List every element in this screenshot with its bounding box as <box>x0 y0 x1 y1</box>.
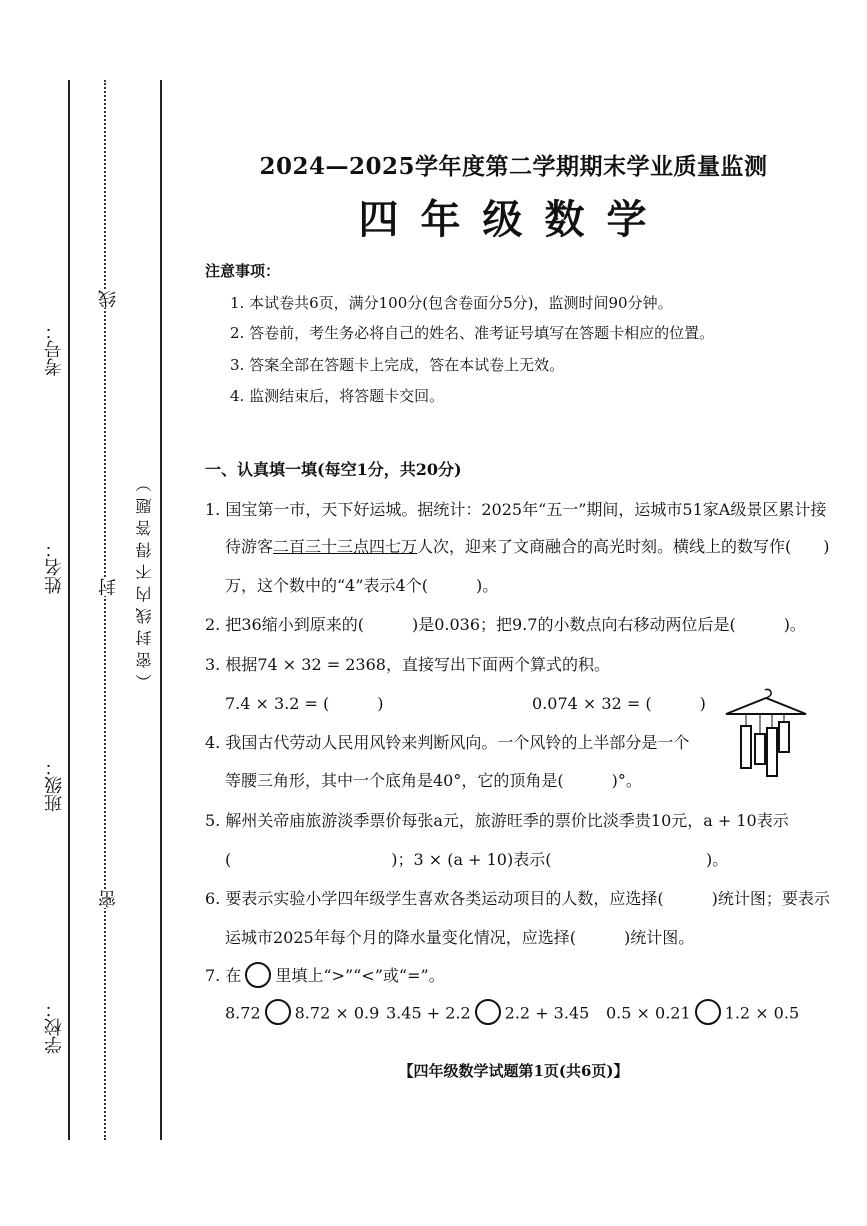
page-footer: 【四年级数学试题第1页(共6页)】 <box>398 1062 629 1080</box>
question-5-line1: 5. 解州关帝庙旅游淡季票价每张a元，旅游旺季的票价比淡季贵10元，a + 10表示 <box>205 811 789 830</box>
question-4-line2: 等腰三角形，其中一个底角是40°，它的顶角是( )°。 <box>225 771 642 790</box>
question-3-a: 7.4 × 3.2 = ( ) <box>225 694 384 713</box>
q7-c3-right: 1.2 × 0.5 <box>724 1003 800 1023</box>
seal-mark-xian: 线 <box>96 290 122 308</box>
question-5-line2-a: ( )；3 × (a + 10)表示( <box>225 850 552 869</box>
question-1-line3: 万，这个数中的“4”表示4个( )。 <box>225 576 499 595</box>
question-6-line1: 6. 要表示实验小学四年级学生喜欢各类运动项目的人数，应选择( )统计图；要表示 <box>205 889 830 908</box>
question-5-line2-b: )。 <box>706 850 729 869</box>
compare-circle-icon <box>695 999 721 1025</box>
notice-item: 4. 监测结束后，将答题卡交回。 <box>230 387 445 405</box>
compare-circle-icon <box>475 999 501 1025</box>
question-7-compare-3 <box>606 1001 799 1027</box>
section-heading: 一、认真填一填(每空1分，共20分) <box>205 460 462 479</box>
no-answer-note: （密封线内不得答题） <box>135 470 154 690</box>
question-3-b: 0.074 × 32 = ( ) <box>532 694 706 713</box>
q1-underlined-number: 二百三十三点四七万 <box>273 537 418 556</box>
seal-mark-mi: 密 <box>96 890 122 908</box>
exam-title: 2024—2025学年度第二学期期末学业质量监测 <box>259 153 768 180</box>
binding-line-left <box>68 80 70 1140</box>
q7-c2-right: 2.2 + 3.45 <box>504 1003 590 1023</box>
question-3-line1: 3. 根据74 × 32 = 2368，直接写出下面两个算式的积。 <box>205 655 610 674</box>
compare-circle-icon <box>265 999 291 1025</box>
class-label: 班级： <box>44 758 65 812</box>
notice-item: 3. 答案全部在答题卡上完成，答在本试卷上无效。 <box>230 356 565 374</box>
name-label: 姓名： <box>44 540 65 594</box>
question-7-compare-1 <box>225 1001 379 1027</box>
binding-line-dotted <box>104 80 106 1140</box>
school-label: 学校： <box>44 1000 65 1054</box>
seal-mark-feng: 封 <box>96 578 122 596</box>
q7-pre: 7. 在 <box>205 966 242 985</box>
question-2: 2. 把36缩小到原来的( )是0.036；把9.7的小数点向右移动两位后是( )。 <box>205 615 806 634</box>
question-7-compare-2 <box>386 1001 589 1027</box>
exam-id-label: 考号： <box>44 322 65 376</box>
subject-title: 四年级数学 <box>358 196 669 243</box>
question-7-line1 <box>205 963 445 990</box>
question-4-line1: 4. 我国古代劳动人民用风铃来判断风向。一个风铃的上半部分是一个 <box>205 733 690 752</box>
q7-c2-left: 3.45 + 2.2 <box>386 1003 471 1023</box>
q1-post: 人次，迎来了文商融合的高光时刻。横线上的数写作( ) <box>417 537 830 556</box>
q7-c1-right: 8.72 × 0.9 <box>294 1003 380 1023</box>
answer-circle-icon <box>245 962 271 988</box>
notice-item: 2. 答卷前，考生务必将自己的姓名、准考证号填写在答题卡相应的位置。 <box>230 324 715 342</box>
notice-heading: 注意事项： <box>205 262 281 280</box>
q7-c3-left: 0.5 × 0.21 <box>606 1003 691 1023</box>
question-1-line2 <box>225 534 830 557</box>
question-6-line2: 运城市2025年每个月的降水量变化情况，应选择( )统计图。 <box>225 928 695 947</box>
wind-chime-illustration <box>722 688 812 783</box>
notice-item: 1. 本试卷共6页，满分100分(包含卷面分5分)，监测时间90分钟。 <box>230 294 673 312</box>
q7-c1-left: 8.72 <box>225 1003 261 1023</box>
question-1-line1: 1. 国宝第一市，天下好运城。据统计：2025年“五一”期间，运城市51家A级景区累计接 <box>205 500 827 519</box>
q1-pre: 待游客 <box>225 537 274 556</box>
q7-post: 里填上“>”“<”或“=”。 <box>275 966 445 985</box>
